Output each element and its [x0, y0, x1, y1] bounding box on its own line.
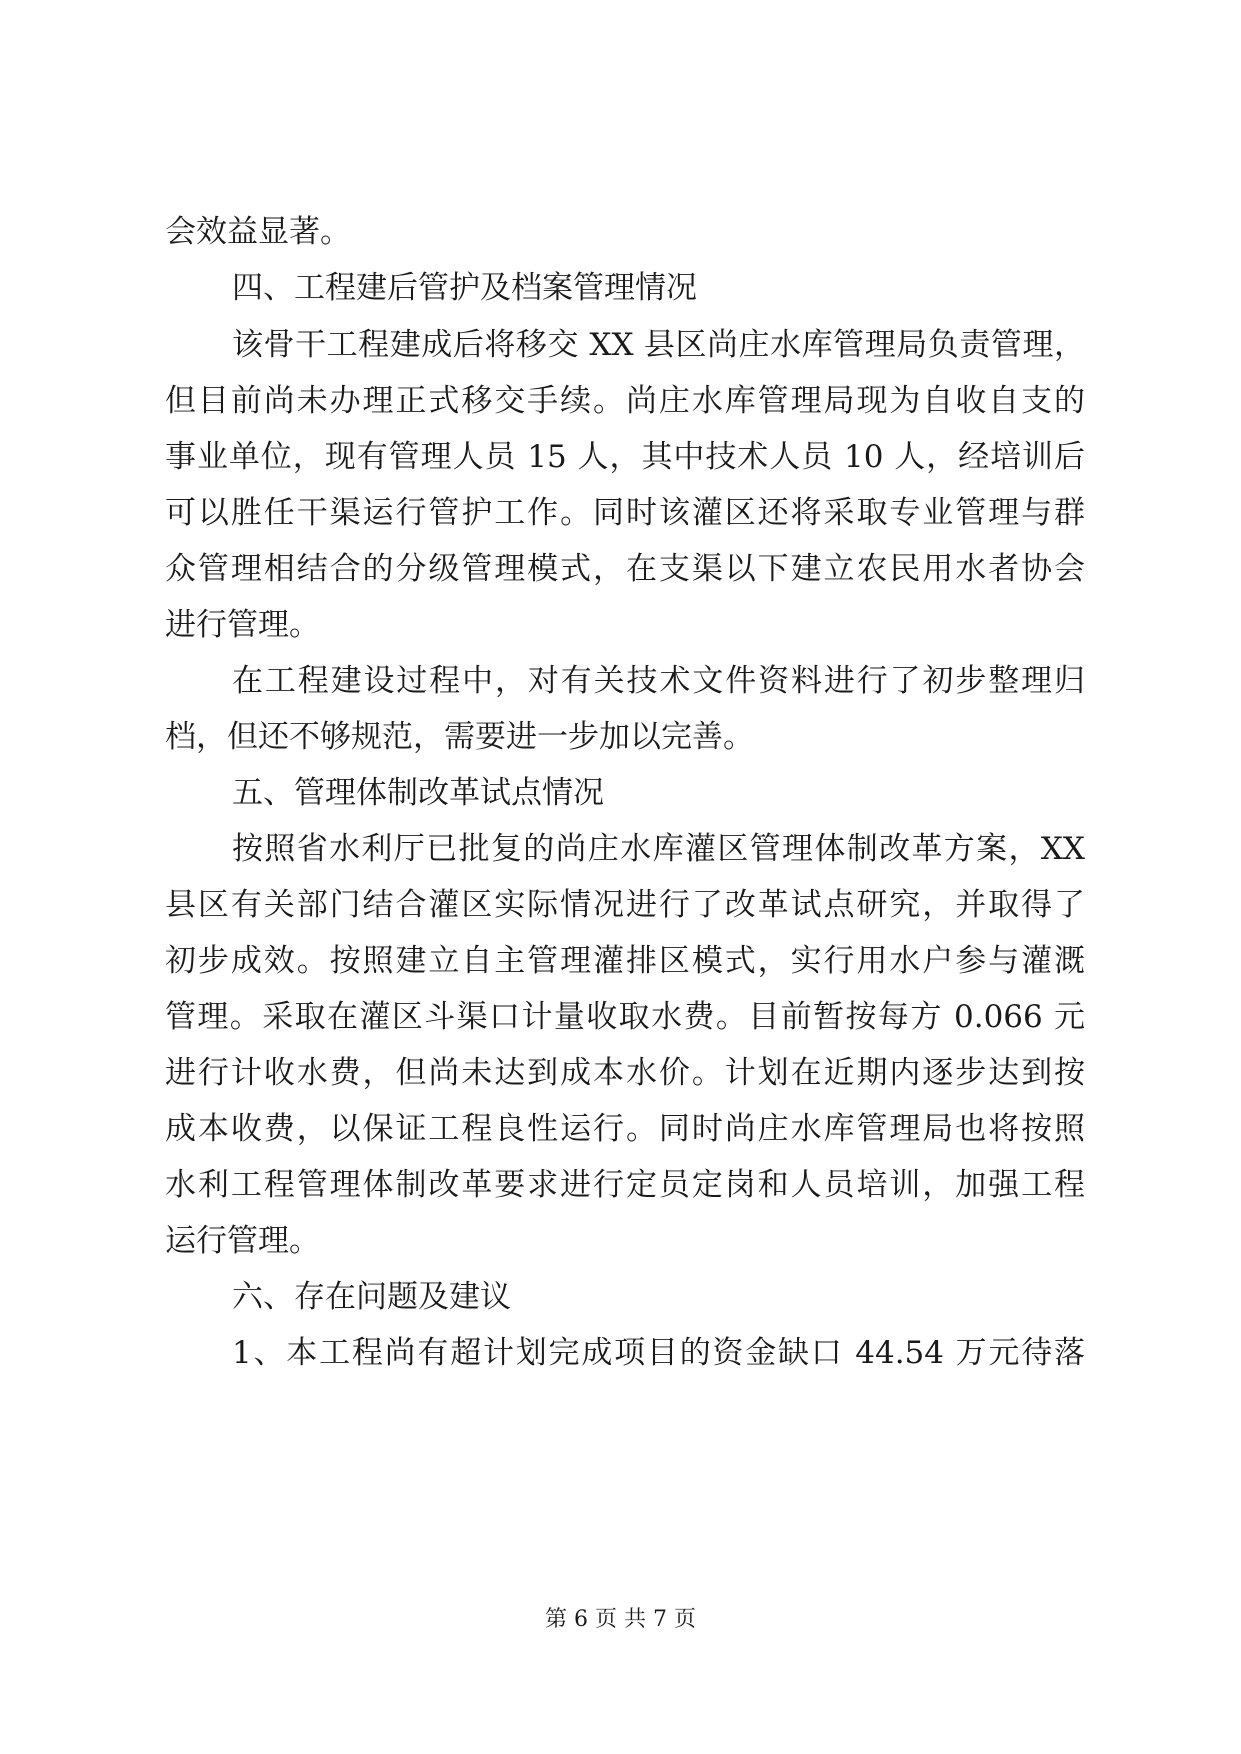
paragraph-line: 档，但还不够规范，需要进一步加以完善。 [165, 719, 754, 755]
paragraph-line: 成本收费，以保证工程良性运行。同时尚庄水库管理局也将按照 [165, 1111, 1085, 1147]
paragraph-line: 但目前尚未办理正式移交手续。尚庄水库管理局现为自收自支的 [165, 383, 1085, 419]
page-number-footer: 第 6 页 共 7 页 [545, 1607, 696, 1632]
paragraph-line: 众管理相结合的分级管理模式，在支渠以下建立农民用水者协会 [165, 551, 1085, 587]
paragraph-line: 初步成效。按照建立自主管理灌排区模式，实行用水户参与灌溉 [165, 943, 1085, 979]
paragraph-line: 1、本工程尚有超计划完成项目的资金缺口 44.54 万元待落 [232, 1335, 1085, 1371]
paragraph-line: 运行管理。 [165, 1223, 320, 1259]
paragraph-line: 水利工程管理体制改革要求进行定员定岗和人员培训，加强工程 [165, 1167, 1085, 1203]
paragraph-line: 进行计收水费，但尚未达到成本水价。计划在近期内逐步达到按 [165, 1055, 1085, 1091]
paragraph-line: 管理。采取在灌区斗渠口计量收取水费。目前暂按每方 0.066 元 [165, 999, 1085, 1035]
section-heading: 四、工程建后管护及档案管理情况 [232, 270, 697, 306]
paragraph-line: 按照省水利厅已批复的尚庄水库灌区管理体制改革方案，XX [232, 831, 1085, 867]
paragraph-line: 会效益显著。 [165, 214, 351, 250]
section-heading: 六、存在问题及建议 [232, 1279, 511, 1315]
paragraph-line: 在工程建设过程中，对有关技术文件资料进行了初步整理归 [232, 663, 1085, 699]
paragraph-line: 县区有关部门结合灌区实际情况进行了改革试点研究，并取得了 [165, 887, 1085, 923]
paragraph-line: 可以胜任干渠运行管护工作。同时该灌区还将采取专业管理与群 [165, 495, 1085, 531]
section-heading: 五、管理体制改革试点情况 [232, 775, 604, 811]
paragraph-line: 该骨干工程建成后将移交 XX 县区尚庄水库管理局负责管理， [232, 327, 1085, 363]
paragraph-line: 进行管理。 [165, 607, 320, 643]
paragraph-line: 事业单位，现有管理人员 15 人，其中技术人员 10 人，经培训后 [165, 439, 1085, 475]
